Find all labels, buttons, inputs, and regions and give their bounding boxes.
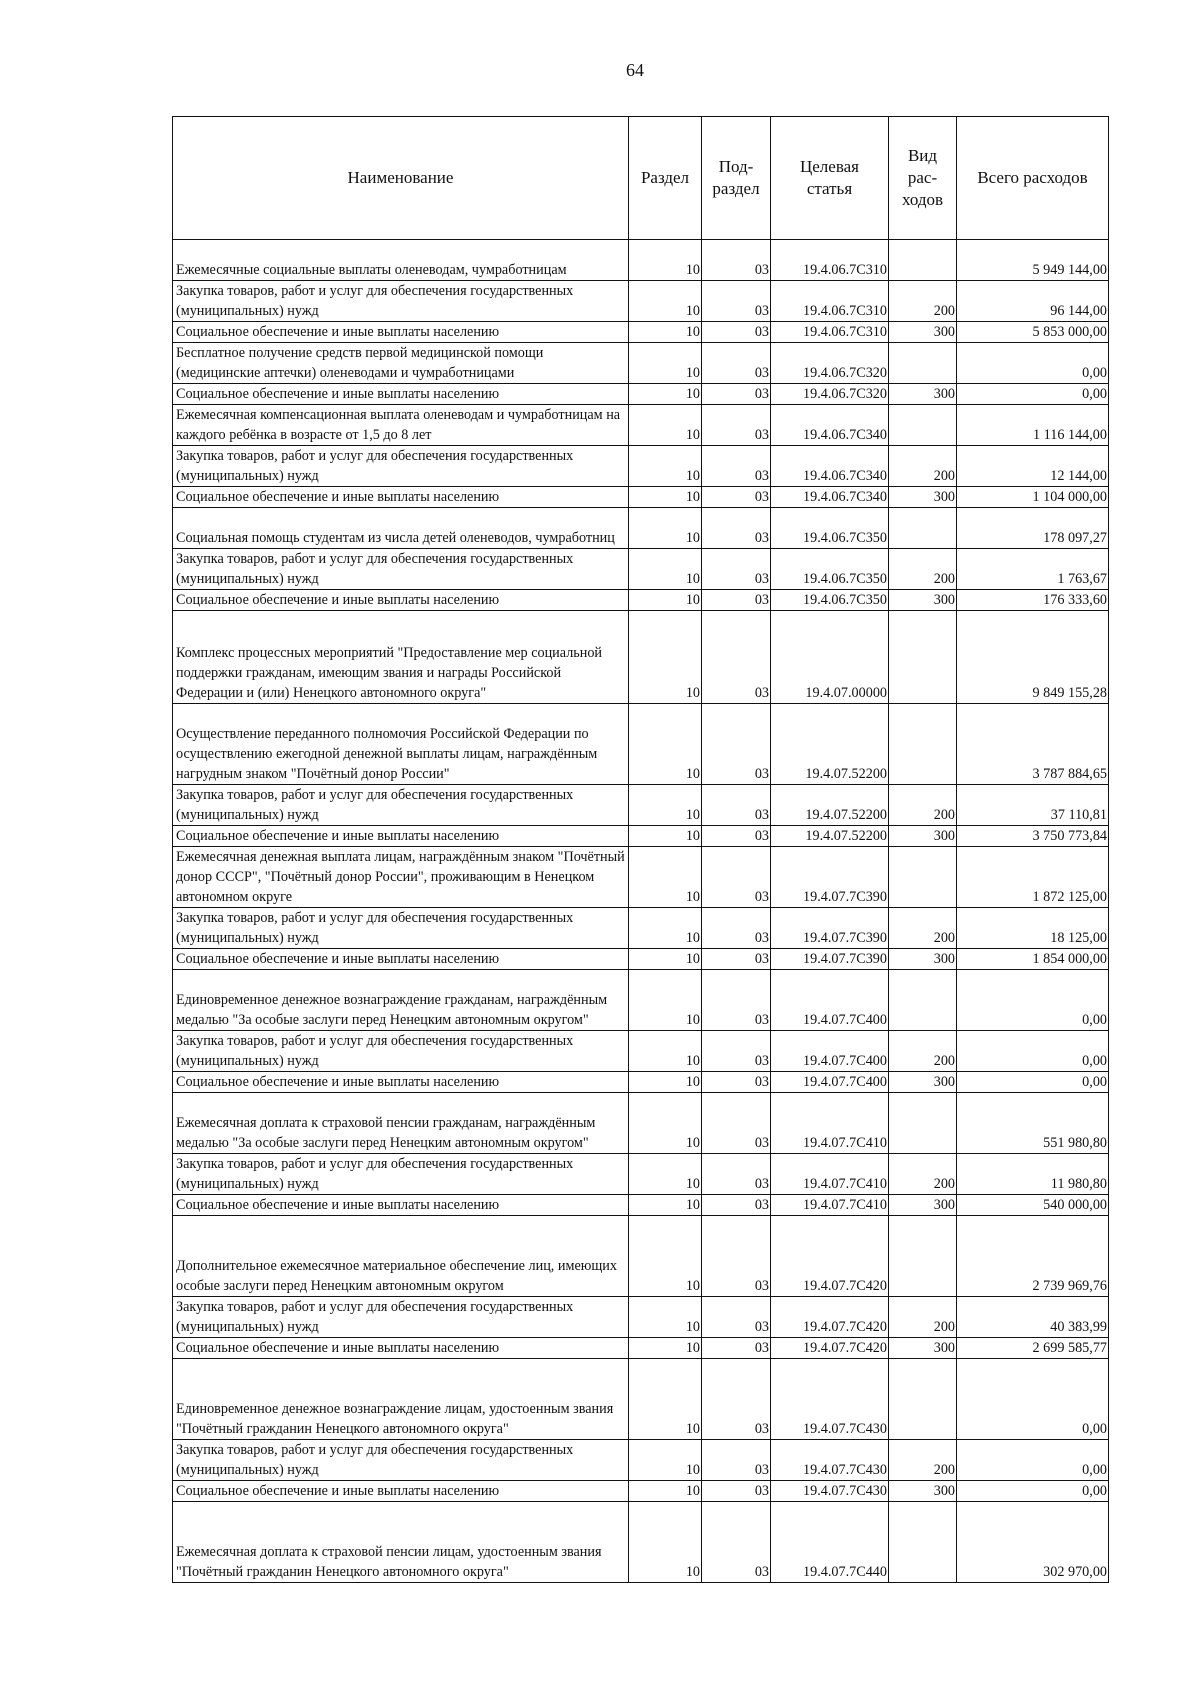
row-subsection: 03 (702, 970, 771, 1031)
row-section: 10 (629, 1440, 702, 1481)
row-expense-type (889, 1502, 957, 1583)
row-expense-type: 200 (889, 1440, 957, 1481)
table-row (173, 908, 1109, 949)
row-expense-type: 200 (889, 1031, 957, 1072)
row-section: 10 (629, 1481, 702, 1502)
row-subsection: 03 (702, 549, 771, 590)
row-target-article: 19.4.07.7С430 (771, 1481, 889, 1502)
header-expense-type: Вид рас- ходов (889, 117, 957, 240)
row-section: 10 (629, 1359, 702, 1440)
row-section: 10 (629, 508, 702, 549)
table-row (173, 343, 1109, 384)
table-header-row (173, 117, 1109, 240)
row-subsection: 03 (702, 1093, 771, 1154)
row-name: Закупка товаров, работ и услуг для обеспечения государственных (муниципальных) нужд (173, 1154, 629, 1195)
row-total: 0,00 (957, 970, 1109, 1031)
table-row (173, 970, 1109, 1031)
row-target-article: 19.4.07.7С440 (771, 1502, 889, 1583)
row-section: 10 (629, 281, 702, 322)
row-name: Ежемесячные социальные выплаты оленеводам, чумработницам (173, 240, 629, 281)
row-expense-type: 300 (889, 1338, 957, 1359)
row-name: Закупка товаров, работ и услуг для обеспечения государственных (муниципальных) нужд (173, 446, 629, 487)
row-target-article: 19.4.06.7С320 (771, 343, 889, 384)
row-total: 0,00 (957, 1359, 1109, 1440)
row-expense-type: 200 (889, 1297, 957, 1338)
table-row (173, 1297, 1109, 1338)
table-row (173, 704, 1109, 785)
row-section: 10 (629, 446, 702, 487)
row-section: 10 (629, 949, 702, 970)
row-total: 176 333,60 (957, 590, 1109, 611)
row-target-article: 19.4.07.7С390 (771, 847, 889, 908)
row-expense-type (889, 508, 957, 549)
row-target-article: 19.4.07.00000 (771, 611, 889, 704)
row-subsection: 03 (702, 1216, 771, 1297)
row-section: 10 (629, 847, 702, 908)
row-target-article: 19.4.06.7С310 (771, 240, 889, 281)
row-total: 1 116 144,00 (957, 405, 1109, 446)
row-name: Дополнительное ежемесячное материальное обеспечение лиц, имеющих особые заслуги перед Ненецким автономным округом (173, 1216, 629, 1297)
row-name: Ежемесячная доплата к страховой пенсии лицам, удостоенным звания "Почётный гражданин Ненецкого автономного округа" (173, 1502, 629, 1583)
row-total: 0,00 (957, 1481, 1109, 1502)
row-total: 5 853 000,00 (957, 322, 1109, 343)
row-target-article: 19.4.07.7С400 (771, 1072, 889, 1093)
row-subsection: 03 (702, 1031, 771, 1072)
row-subsection: 03 (702, 343, 771, 384)
row-target-article: 19.4.06.7С340 (771, 405, 889, 446)
table-row (173, 1338, 1109, 1359)
row-subsection: 03 (702, 949, 771, 970)
table-row (173, 281, 1109, 322)
table-row (173, 826, 1109, 847)
row-target-article: 19.4.07.7С420 (771, 1216, 889, 1297)
row-subsection: 03 (702, 508, 771, 549)
row-section: 10 (629, 384, 702, 405)
table-row (173, 1216, 1109, 1297)
row-total: 37 110,81 (957, 785, 1109, 826)
row-expense-type: 300 (889, 826, 957, 847)
row-section: 10 (629, 1502, 702, 1583)
row-name: Социальное обеспечение и иные выплаты населению (173, 487, 629, 508)
header-subsection: Под- раздел (702, 117, 771, 240)
row-name: Ежемесячная денежная выплата лицам, награждённым знаком "Почётный донор СССР", "Почётный донор России", проживающим в Ненецком автономном округе (173, 847, 629, 908)
row-name: Единовременное денежное вознаграждение лицам, удостоенным звания "Почётный гражданин Ненецкого автономного округа" (173, 1359, 629, 1440)
row-subsection: 03 (702, 446, 771, 487)
header-name: Наименование (173, 117, 629, 240)
row-target-article: 19.4.07.52200 (771, 704, 889, 785)
row-section: 10 (629, 1297, 702, 1338)
row-section: 10 (629, 1093, 702, 1154)
row-subsection: 03 (702, 1154, 771, 1195)
row-total: 9 849 155,28 (957, 611, 1109, 704)
header-target-article: Целевая статья (771, 117, 889, 240)
row-subsection: 03 (702, 847, 771, 908)
row-expense-type: 300 (889, 590, 957, 611)
row-subsection: 03 (702, 1072, 771, 1093)
row-total: 540 000,00 (957, 1195, 1109, 1216)
row-section: 10 (629, 1338, 702, 1359)
row-section: 10 (629, 908, 702, 949)
row-total: 178 097,27 (957, 508, 1109, 549)
row-expense-type: 300 (889, 949, 957, 970)
row-subsection: 03 (702, 487, 771, 508)
row-target-article: 19.4.06.7С350 (771, 549, 889, 590)
row-name: Социальная помощь студентам из числа детей оленеводов, чумработниц (173, 508, 629, 549)
row-subsection: 03 (702, 281, 771, 322)
row-total: 12 144,00 (957, 446, 1109, 487)
row-name: Закупка товаров, работ и услуг для обеспечения государственных (муниципальных) нужд (173, 1440, 629, 1481)
row-name: Ежемесячная доплата к страховой пенсии гражданам, награждённым медалью "За особые заслуги перед Ненецким автономным округом" (173, 1093, 629, 1154)
table-row (173, 1502, 1109, 1583)
row-total: 5 949 144,00 (957, 240, 1109, 281)
row-target-article: 19.4.07.7С390 (771, 949, 889, 970)
row-subsection: 03 (702, 1195, 771, 1216)
table-row (173, 322, 1109, 343)
table-row (173, 1093, 1109, 1154)
budget-table (172, 116, 1109, 1583)
row-total: 40 383,99 (957, 1297, 1109, 1338)
row-section: 10 (629, 704, 702, 785)
row-subsection: 03 (702, 1297, 771, 1338)
row-section: 10 (629, 970, 702, 1031)
row-name: Бесплатное получение средств первой медицинской помощи (медицинские аптечки) оленеводами и чумработницами (173, 343, 629, 384)
row-section: 10 (629, 322, 702, 343)
table-row (173, 549, 1109, 590)
row-section: 10 (629, 1031, 702, 1072)
row-section: 10 (629, 611, 702, 704)
row-section: 10 (629, 1195, 702, 1216)
table-row (173, 1031, 1109, 1072)
table-row (173, 1195, 1109, 1216)
row-name: Социальное обеспечение и иные выплаты населению (173, 949, 629, 970)
row-name: Социальное обеспечение и иные выплаты населению (173, 322, 629, 343)
row-name: Закупка товаров, работ и услуг для обеспечения государственных (муниципальных) нужд (173, 1297, 629, 1338)
row-section: 10 (629, 549, 702, 590)
row-total: 0,00 (957, 343, 1109, 384)
row-total: 0,00 (957, 1440, 1109, 1481)
row-name: Единовременное денежное вознаграждение гражданам, награждённым медалью "За особые заслуги перед Ненецким автономным округом" (173, 970, 629, 1031)
row-subsection: 03 (702, 1359, 771, 1440)
row-subsection: 03 (702, 1440, 771, 1481)
row-target-article: 19.4.07.7С420 (771, 1338, 889, 1359)
row-total: 96 144,00 (957, 281, 1109, 322)
row-section: 10 (629, 487, 702, 508)
row-total: 3 750 773,84 (957, 826, 1109, 847)
row-target-article: 19.4.07.7С420 (771, 1297, 889, 1338)
row-expense-type (889, 1093, 957, 1154)
row-total: 2 699 585,77 (957, 1338, 1109, 1359)
row-target-article: 19.4.06.7С310 (771, 322, 889, 343)
row-name: Закупка товаров, работ и услуг для обеспечения государственных (муниципальных) нужд (173, 549, 629, 590)
row-expense-type (889, 611, 957, 704)
table-row (173, 1481, 1109, 1502)
table-row (173, 1440, 1109, 1481)
row-target-article: 19.4.07.7С410 (771, 1093, 889, 1154)
row-expense-type: 300 (889, 1481, 957, 1502)
row-expense-type (889, 970, 957, 1031)
row-expense-type: 300 (889, 384, 957, 405)
row-name: Осуществление переданного полномочия Российской Федерации по осуществлению ежегодной денежной выплаты лицам, награждённым нагрудным знаком "Почётный донор России" (173, 704, 629, 785)
header-section: Раздел (629, 117, 702, 240)
row-subsection: 03 (702, 240, 771, 281)
row-name: Социальное обеспечение и иные выплаты населению (173, 1195, 629, 1216)
row-expense-type (889, 847, 957, 908)
row-section: 10 (629, 1154, 702, 1195)
row-subsection: 03 (702, 704, 771, 785)
table-row (173, 240, 1109, 281)
row-target-article: 19.4.07.52200 (771, 785, 889, 826)
row-expense-type (889, 1359, 957, 1440)
row-subsection: 03 (702, 405, 771, 446)
row-target-article: 19.4.07.7С430 (771, 1440, 889, 1481)
row-total: 1 872 125,00 (957, 847, 1109, 908)
row-target-article: 19.4.06.7С350 (771, 508, 889, 549)
row-total: 0,00 (957, 1031, 1109, 1072)
row-total: 302 970,00 (957, 1502, 1109, 1583)
row-total: 0,00 (957, 384, 1109, 405)
row-expense-type (889, 240, 957, 281)
row-subsection: 03 (702, 1481, 771, 1502)
row-name: Социальное обеспечение и иные выплаты населению (173, 384, 629, 405)
table-row (173, 785, 1109, 826)
row-section: 10 (629, 1072, 702, 1093)
row-expense-type (889, 704, 957, 785)
row-total: 551 980,80 (957, 1093, 1109, 1154)
row-subsection: 03 (702, 1338, 771, 1359)
row-target-article: 19.4.06.7С320 (771, 384, 889, 405)
table-row (173, 611, 1109, 704)
row-expense-type: 200 (889, 785, 957, 826)
row-expense-type: 300 (889, 487, 957, 508)
row-name: Закупка товаров, работ и услуг для обеспечения государственных (муниципальных) нужд (173, 1031, 629, 1072)
row-expense-type: 200 (889, 908, 957, 949)
row-total: 2 739 969,76 (957, 1216, 1109, 1297)
row-target-article: 19.4.06.7С340 (771, 446, 889, 487)
row-total: 11 980,80 (957, 1154, 1109, 1195)
row-subsection: 03 (702, 590, 771, 611)
row-expense-type (889, 405, 957, 446)
row-name: Ежемесячная компенсационная выплата оленеводам и чумработницам на каждого ребёнка в возрасте от 1,5 до 8 лет (173, 405, 629, 446)
row-subsection: 03 (702, 322, 771, 343)
row-name: Социальное обеспечение и иные выплаты населению (173, 1338, 629, 1359)
table-row (173, 590, 1109, 611)
row-section: 10 (629, 240, 702, 281)
row-subsection: 03 (702, 908, 771, 949)
row-name: Социальное обеспечение и иные выплаты населению (173, 1481, 629, 1502)
row-expense-type (889, 343, 957, 384)
row-target-article: 19.4.07.7С430 (771, 1359, 889, 1440)
row-total: 1 104 000,00 (957, 487, 1109, 508)
row-target-article: 19.4.07.7С410 (771, 1154, 889, 1195)
row-subsection: 03 (702, 826, 771, 847)
row-total: 1 854 000,00 (957, 949, 1109, 970)
row-expense-type: 300 (889, 1072, 957, 1093)
table-row (173, 508, 1109, 549)
header-total: Всего расходов (957, 117, 1109, 240)
row-expense-type: 300 (889, 322, 957, 343)
row-section: 10 (629, 590, 702, 611)
row-name: Социальное обеспечение и иные выплаты населению (173, 826, 629, 847)
row-expense-type: 200 (889, 446, 957, 487)
row-name: Социальное обеспечение и иные выплаты населению (173, 590, 629, 611)
row-subsection: 03 (702, 1502, 771, 1583)
row-total: 18 125,00 (957, 908, 1109, 949)
row-expense-type: 200 (889, 549, 957, 590)
row-name: Закупка товаров, работ и услуг для обеспечения государственных (муниципальных) нужд (173, 908, 629, 949)
row-target-article: 19.4.07.7С400 (771, 970, 889, 1031)
row-total: 3 787 884,65 (957, 704, 1109, 785)
row-name: Закупка товаров, работ и услуг для обеспечения государственных (муниципальных) нужд (173, 785, 629, 826)
row-target-article: 19.4.07.7С390 (771, 908, 889, 949)
row-target-article: 19.4.06.7С350 (771, 590, 889, 611)
row-expense-type: 200 (889, 1154, 957, 1195)
row-section: 10 (629, 826, 702, 847)
row-subsection: 03 (702, 611, 771, 704)
row-name: Комплекс процессных мероприятий "Предоставление мер социальной поддержки гражданам, имеющим звания и награды Российской Федерации и (или) Ненецкого автономного округа" (173, 611, 629, 704)
row-target-article: 19.4.07.7С400 (771, 1031, 889, 1072)
table-row (173, 847, 1109, 908)
table-row (173, 949, 1109, 970)
table-row (173, 1072, 1109, 1093)
table-row (173, 384, 1109, 405)
table-row (173, 487, 1109, 508)
row-subsection: 03 (702, 384, 771, 405)
row-expense-type: 200 (889, 281, 957, 322)
row-name: Закупка товаров, работ и услуг для обеспечения государственных (муниципальных) нужд (173, 281, 629, 322)
table-row (173, 405, 1109, 446)
row-name: Социальное обеспечение и иные выплаты населению (173, 1072, 629, 1093)
table-row (173, 446, 1109, 487)
row-target-article: 19.4.07.7С410 (771, 1195, 889, 1216)
row-section: 10 (629, 343, 702, 384)
row-target-article: 19.4.06.7С310 (771, 281, 889, 322)
row-total: 0,00 (957, 1072, 1109, 1093)
row-target-article: 19.4.07.52200 (771, 826, 889, 847)
table-row (173, 1359, 1109, 1440)
row-section: 10 (629, 1216, 702, 1297)
row-expense-type: 300 (889, 1195, 957, 1216)
row-section: 10 (629, 785, 702, 826)
row-expense-type (889, 1216, 957, 1297)
row-section: 10 (629, 405, 702, 446)
page-number: 64 (626, 60, 644, 80)
row-target-article: 19.4.06.7С340 (771, 487, 889, 508)
table-body (173, 240, 1109, 1583)
row-subsection: 03 (702, 785, 771, 826)
row-total: 1 763,67 (957, 549, 1109, 590)
table-row (173, 1154, 1109, 1195)
